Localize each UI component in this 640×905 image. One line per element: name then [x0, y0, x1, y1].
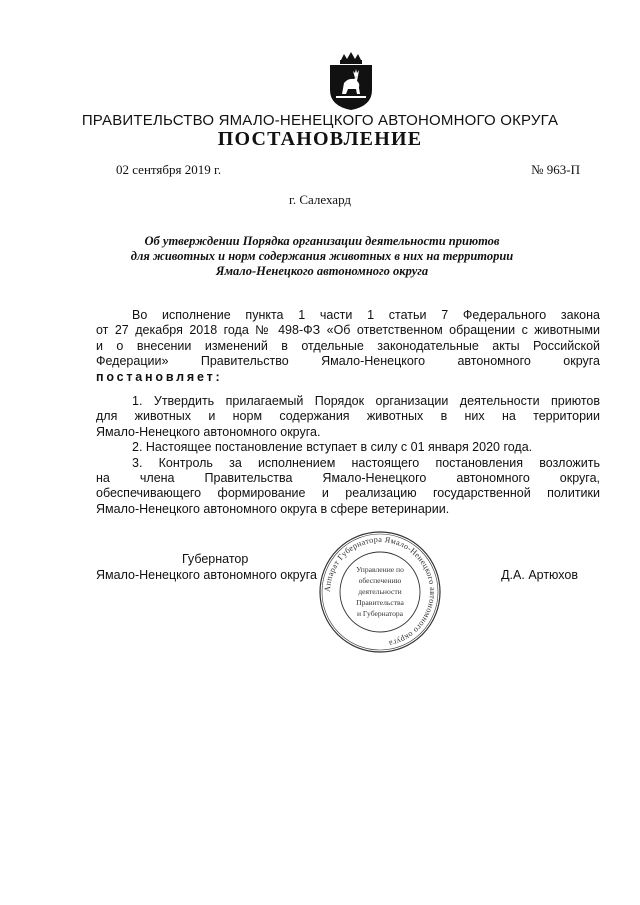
stamp-center-line: обеспечению	[358, 576, 402, 585]
item-1-line: Ямало-Ненецкого автономного округа.	[96, 424, 321, 439]
item-3-line: обеспечивающего формирование и реализацию государственной политики	[96, 486, 600, 501]
preamble	[96, 308, 600, 385]
document-number: № 963-П	[531, 162, 580, 177]
preamble-line: Федерации» Правительство Ямало-Ненецкого автономного округа	[96, 354, 600, 369]
preamble-line: и о внесении изменений в отдельные законодательные акты Российской	[96, 338, 600, 353]
stamp-center-line: Управление по	[356, 565, 404, 574]
item-3-line: 3. Контроль за исполнением настоящего постановления возложить	[132, 455, 600, 470]
document-city: г. Салехард	[288, 192, 352, 207]
stamp-center-line: деятельности	[358, 587, 402, 596]
stamp-ring-text: Аппарат Губернатора Ямало-Ненецкого автономного округа	[322, 534, 438, 649]
stamp-center-line: и Губернатора	[356, 609, 404, 618]
item-1-line: для животных и норм содержания животных в них на территории	[96, 409, 600, 424]
item-3-line: Ямало-Ненецкого автономного округа в сфере ветеринарии.	[96, 501, 450, 516]
subject-line: Ямало-Ненецкого автономного округа	[215, 264, 429, 278]
item-3-line: на члена Правительства Ямало-Ненецкого автономного округа,	[96, 471, 600, 486]
item-1-line: 1. Утвердить прилагаемый Порядок организации деятельности приютов	[132, 394, 600, 408]
document-date: 02 сентября 2019 г.	[116, 162, 222, 177]
subject-line: для животных и норм содержания животных в них на территории	[130, 249, 514, 263]
resolves-word: постановляет:	[96, 369, 223, 384]
government-title: ПРАВИТЕЛЬСТВО ЯМАЛО-НЕНЕЦКОГО АВТОНОМНОГО ОКРУГА	[81, 112, 559, 129]
official-stamp	[316, 528, 444, 656]
signatory-position: Губернатор	[182, 552, 249, 566]
item-2: 2. Настоящее постановление вступает в силу с 01 января 2020 года.	[132, 440, 533, 455]
subject-line: Об утверждении Порядка организации деятельности приютов	[144, 234, 500, 248]
document-type: ПОСТАНОВЛЕНИЕ	[217, 128, 423, 150]
preamble-line: от 27 декабря 2018 года № 498-ФЗ «Об ответственном обращении с животными	[96, 323, 600, 338]
coat-of-arms-icon	[326, 50, 376, 112]
resolution-items	[96, 394, 600, 517]
signatory-name: Д.А. Артюхов	[501, 568, 578, 582]
stamp-center-line: Правительства	[356, 598, 404, 607]
document-subject	[112, 234, 532, 279]
signatory-organization: Ямало-Ненецкого автономного округа	[96, 568, 317, 582]
preamble-line: Во исполнение пункта 1 части 1 статьи 7 Федерального закона	[132, 308, 600, 322]
